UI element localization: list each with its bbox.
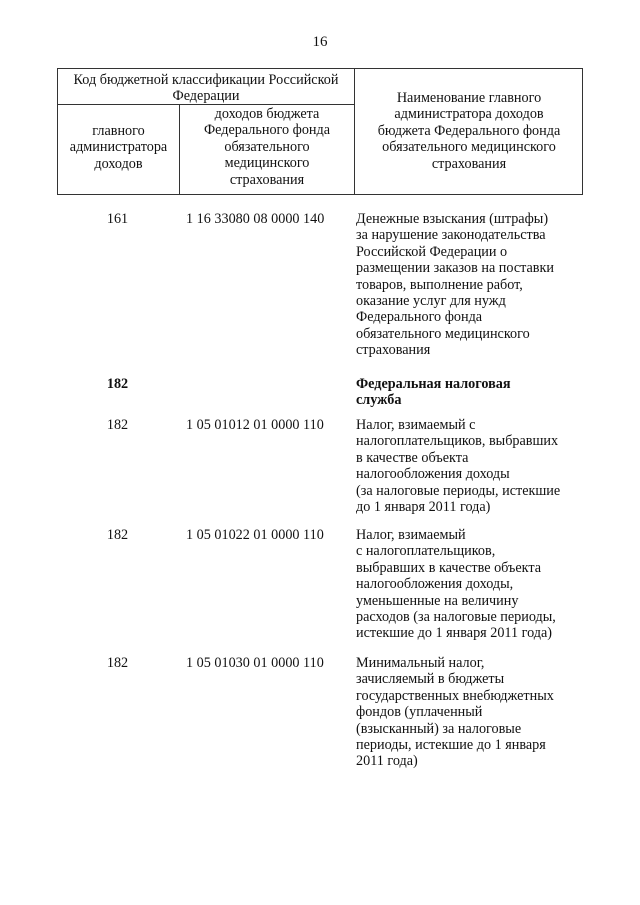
kbk-code: 1 05 01012 01 0000 110 <box>186 417 324 433</box>
header-income: доходов бюджета Федерального фонда обязательного медицинского страхования <box>203 106 331 188</box>
header-admin: главного администратора доходов <box>69 123 168 172</box>
admin-name: Федеральная налоговая служба <box>356 376 511 409</box>
page-number: 16 <box>312 34 328 50</box>
kbk-code: 1 16 33080 08 0000 140 <box>186 211 325 227</box>
kbk-code: 1 05 01030 01 0000 110 <box>186 655 324 671</box>
table-header <box>57 68 583 195</box>
income-name: Денежные взыскания (штрафы) за нарушение законодательства Российской Федерации о размещении заказов на поставки товаров, выполнение работ, оказание услуг для нужд Федерального фонда обязательного медицинского страхования <box>356 211 554 359</box>
admin-code: 161 <box>106 211 129 227</box>
income-name: Налог, взимаемый с налогоплательщиков, выбравших в качестве объекта налогообложения доходы, уменьшенные на величину расходов (за налоговые периоды, истекшие до 1 января 2011 года) <box>356 527 556 642</box>
admin-code: 182 <box>106 527 129 543</box>
admin-code: 182 <box>106 655 129 671</box>
admin-code: 182 <box>106 376 129 392</box>
income-name: Минимальный налог, зачисляемый в бюджеты государственных внебюджетных фондов (уплаченный (взысканный) за налоговые периоды, истекшие до 1 января 2011 года) <box>356 655 554 770</box>
admin-code: 182 <box>106 417 129 433</box>
kbk-code: 1 05 01022 01 0000 110 <box>186 527 324 543</box>
income-name: Налог, взимаемый с налогоплательщиков, выбравших в качестве объекта налогообложения доходы (за налоговые периоды, истекшие до 1 января 2011 года) <box>356 417 561 516</box>
header-name: Наименование главного администратора доходов бюджета Федерального фонда обязательного медицинского страхования <box>377 90 561 172</box>
divider <box>58 104 354 105</box>
header-kbk-group: Код бюджетной классификации Российской Федерации <box>73 72 339 105</box>
